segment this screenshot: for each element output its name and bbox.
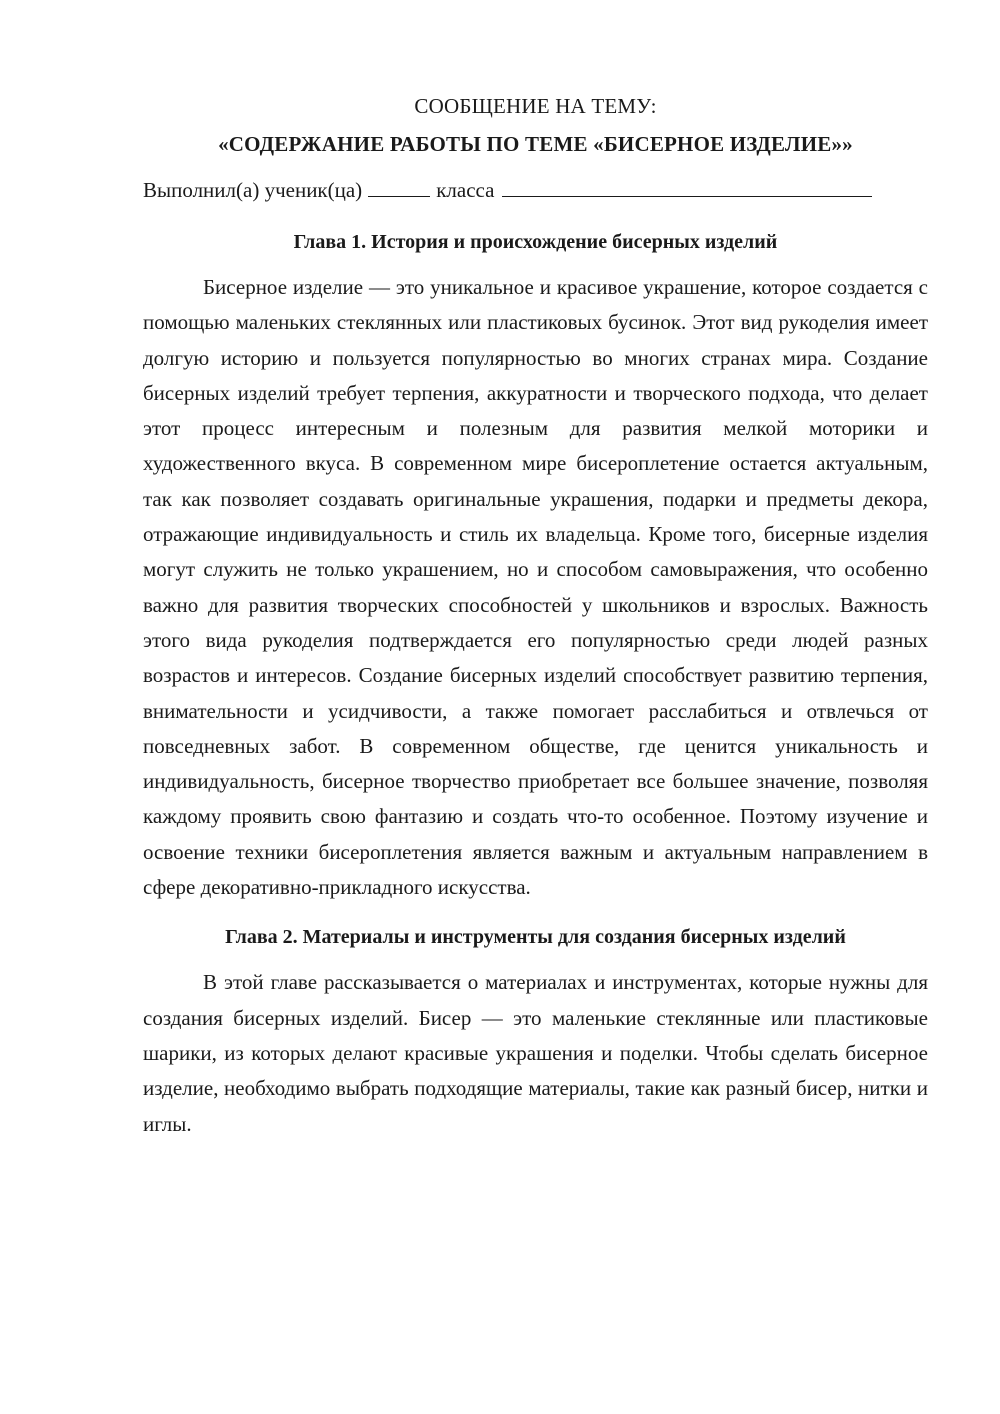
title-line-1: СООБЩЕНИЕ НА ТЕМУ: — [414, 94, 657, 118]
class-name-blank — [502, 178, 872, 197]
document-content — [143, 92, 928, 1142]
class-number-blank — [368, 178, 430, 197]
author-class-label: класса — [436, 178, 495, 202]
chapter-1-heading: Глава 1. История и происхождение бисерных изделий — [293, 231, 778, 253]
chapter-2-paragraph: В этой главе рассказывается о материалах и инструментах, которые нужны для создания бисерных изделий. Бисер — это маленькие стеклянные или пластиковые шарики, из которых делают красивые украшения и поделки. Чтобы сделать бисерное изделие, необходимо выбрать подходящие материалы, такие как разный бисер, нитки и иглы. — [143, 970, 928, 1136]
chapter-2-heading: Глава 2. Материалы и инструменты для создания бисерных изделий — [225, 926, 846, 949]
document-title: «СОДЕРЖАНИЕ РАБОТЫ ПО ТЕМЕ «БИСЕРНОЕ ИЗДЕЛИЕ»» — [218, 132, 853, 156]
chapter-1-paragraph: Бисерное изделие — это уникальное и красивое украшение, которое создается с помощью маленьких стеклянных или пластиковых бусинок. Этот вид рукоделия имеет долгую историю и пользуется популярностью во многих странах мира. Создание бисерных изделий требует терпения, аккуратности и творческого подхода, что делает этот процесс интересным и полезным для развития мелкой моторики и художественного вкуса. В современном мире бисероплетение остается актуальным, так как позволяет создавать оригинальные украшения, подарки и предметы декора, отражающие индивидуальность и стиль их владельца. Кроме того, бисерные изделия могут служить не только украшением, но и способом самовыражения, что особенно важно для развития творческих способностей у школьников и взрослых. Важность этого вида рукоделия подтверждается его популярностью среди людей разных возрастов и интересов. Создание бисерных изделий способствует развитию терпения, внимательности и усидчивости, а также помогает расслабиться и отвлечься от повседневных забот. В современном обществе, где ценится уникальность и индивидуальность, бисерное творчество приобретает все большее значение, позволяя каждому проявить свою фантазию и создать что-то особенное. Поэтому изучение и освоение техники бисероплетения является важным и актуальным направлением в сфере декоративно-прикладного искусства. — [143, 275, 928, 900]
author-line — [143, 176, 928, 204]
author-prefix: Выполнил(а) ученик(ца) — [143, 178, 363, 202]
